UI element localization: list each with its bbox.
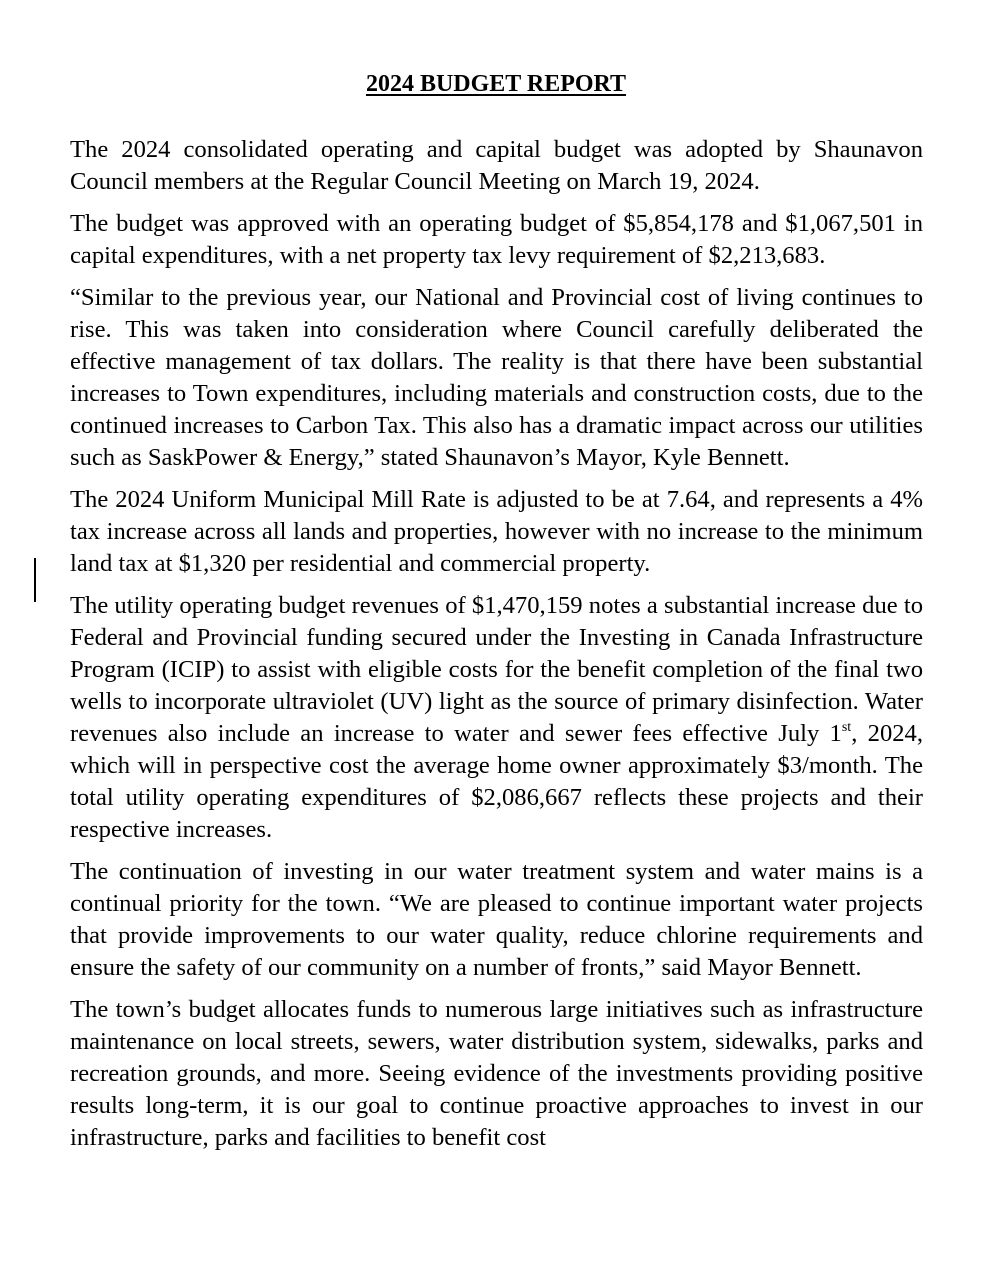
paragraph-infrastructure-initiatives: The town’s budget allocates funds to numerous large initiatives such as infrastructure maintenance on local streets, sewers, water distribution system, sidewalks, parks and recreation grounds, and more. Seeing evidence of the investments providing positive results long-term, it is our goal to continue proactive approaches to invest in our infrastructure, parks and facilities to benefit cost — [70, 996, 923, 1151]
paragraph-mayor-quote-cost-of-living: “Similar to the previous year, our National and Provincial cost of living continues to rise. This was taken into consideration where Council carefully deliberated the effective management of tax dollars. The reality is that there have been substantial increases to Town expenditures, including materials and construction costs, due to the continued increases to Carbon Tax. This also has a dramatic impact across our utilities such as SaskPower & Energy,” stated Shaunavon’s Mayor, Kyle Bennett. — [70, 284, 923, 471]
paragraph-utility-budget — [70, 590, 923, 846]
paragraph-mill-rate: The 2024 Uniform Municipal Mill Rate is adjusted to be at 7.64, and represents a 4% tax increase across all lands and properties, however with no increase to the minimum land tax at $1,320 per residential and commercial property. — [70, 486, 923, 577]
ordinal-superscript: st — [841, 720, 852, 735]
utility-text-part-2: , 2024, which will in perspective cost the average home owner approximately $3/month. The total utility operating expenditures of $2,086,667 reflects these projects and their respective increases. — [70, 720, 923, 843]
paragraph-budget-adoption: The 2024 consolidated operating and capital budget was adopted by Shaunavon Council members at the Regular Council Meeting on March 19, 2024. — [70, 136, 923, 195]
revision-change-bar — [34, 558, 36, 602]
document-body — [70, 134, 923, 1164]
paragraph-water-treatment: The continuation of investing in our water treatment system and water mains is a continual priority for the town. “We are pleased to continue important water projects that provide improvements to our water quality, reduce chlorine requirements and ensure the safety of our community on a number of fronts,” said Mayor Bennett. — [70, 858, 923, 981]
paragraph-budget-approval: The budget was approved with an operating budget of $5,854,178 and $1,067,501 in capital expenditures, with a net property tax levy requirement of $2,213,683. — [70, 210, 923, 269]
page-title: 2024 BUDGET REPORT — [365, 71, 627, 97]
utility-text-part-1: The utility operating budget revenues of $1,470,159 notes a substantial increase due to Federal and Provincial funding secured under the Investing in Canada Infrastructure Program (ICIP) to assist with eligible costs for the benefit completion of the final two wells to incorporate ultraviolet (UV) light as the source of primary disinfection. Water revenues also include an increase to water and sewer fees effective July 1 — [70, 592, 923, 747]
